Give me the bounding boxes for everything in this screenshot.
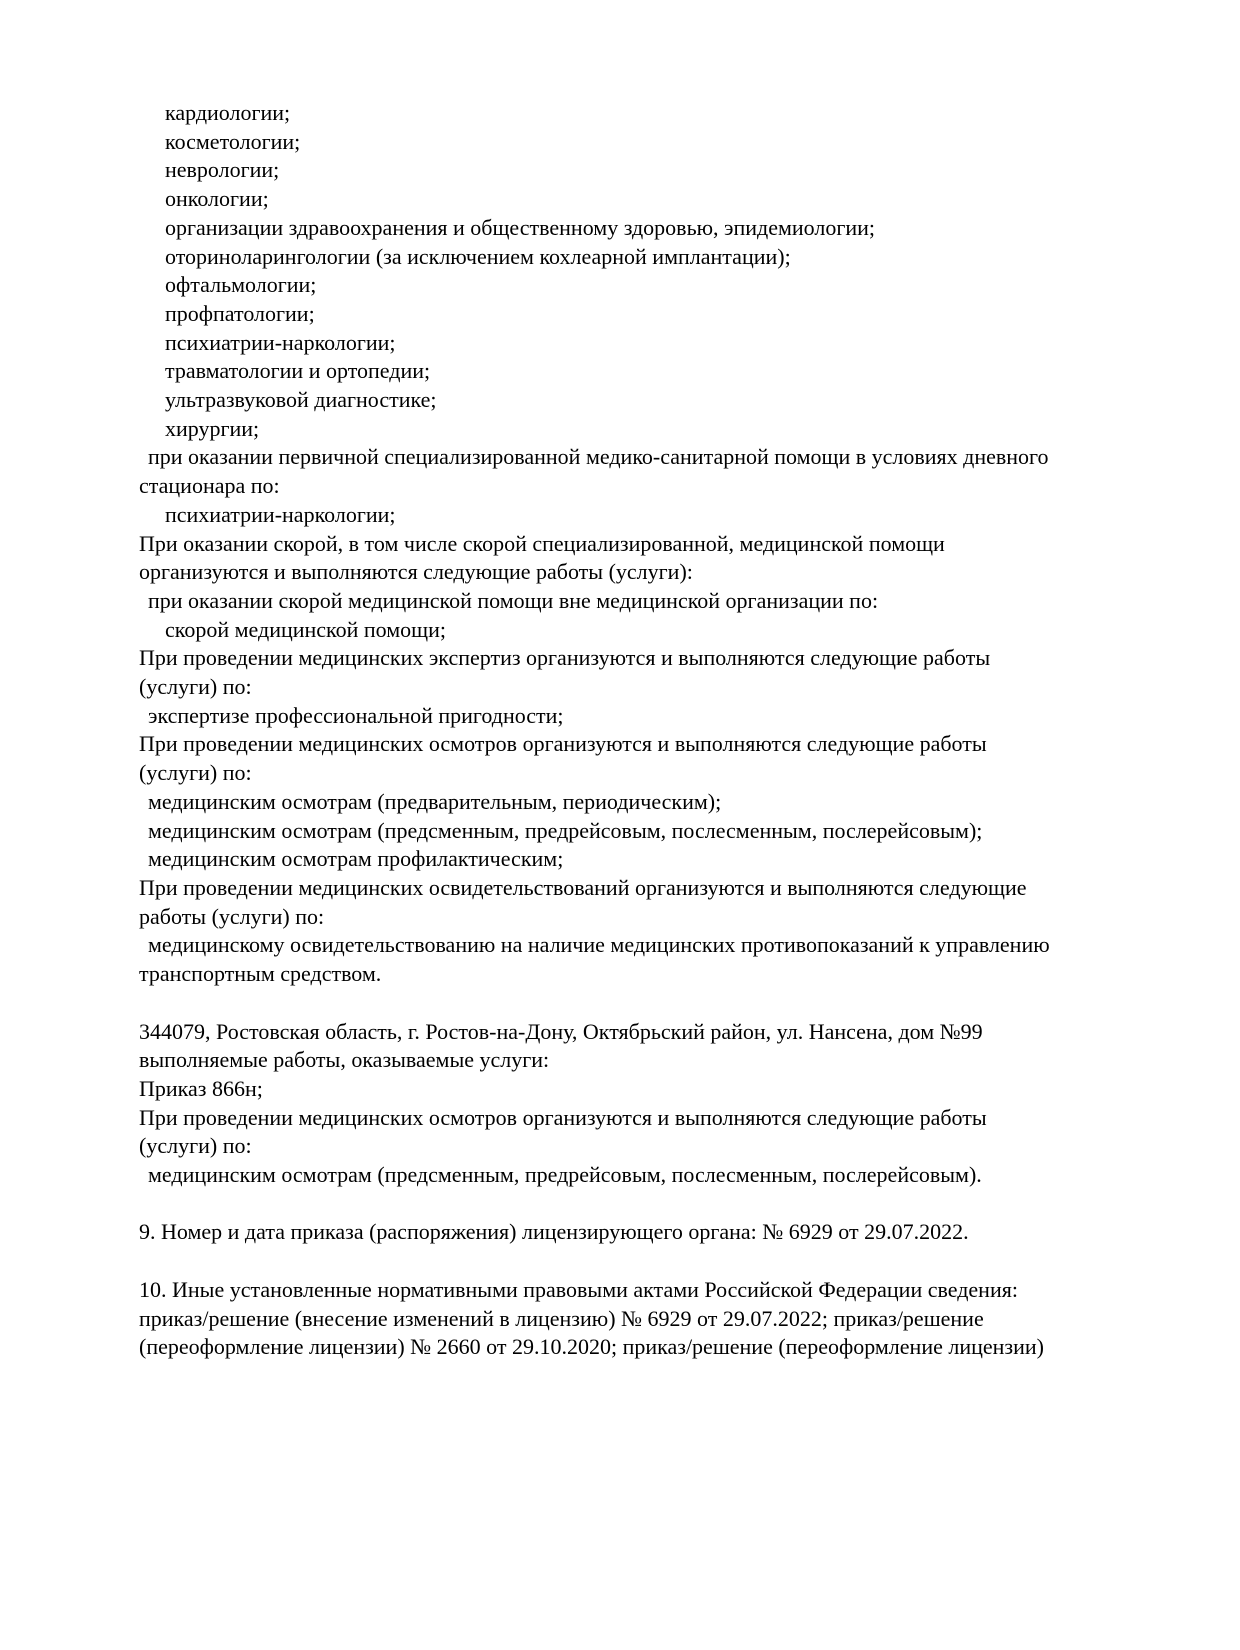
text-line: (переоформление лицензии) № 2660 от 29.10.2020; приказ/решение (переоформление лицензии) [139, 1334, 1044, 1360]
text-line [139, 1247, 1150, 1276]
text-line: при оказании скорой медицинской помощи вне медицинской организации по: [148, 587, 879, 613]
text-line: транспортным средством. [139, 961, 382, 987]
text-line: Приказ 866н; [139, 1075, 263, 1101]
text-line: медицинским осмотрам (предсменным, предрейсовым, послесменным, послерейсовым); [148, 817, 983, 843]
text-line: 344079, Ростовская область, г. Ростов-на-Дону, Октябрьский район, ул. Нансена, дом №99 [139, 1018, 983, 1044]
text-line: оториноларингологии (за исключением кохлеарной имплантации); [165, 243, 791, 269]
text-line: (услуги) по: [139, 1133, 252, 1159]
text-line: психиатрии-наркологии; [165, 501, 396, 527]
text-line: медицинским осмотрам (предварительным, периодическим); [148, 788, 722, 814]
text-line: (услуги) по: [139, 760, 252, 786]
text-line: косметологии; [165, 128, 301, 154]
document-body [139, 99, 1150, 1362]
text-line: выполняемые работы, оказываемые услуги: [139, 1047, 550, 1073]
text-line: При проведении медицинских осмотров организуются и выполняются следующие работы [139, 731, 987, 757]
text-line [139, 989, 1150, 1018]
text-line: работы (услуги) по: [139, 903, 325, 929]
text-line: экспертизе профессиональной пригодности; [148, 702, 564, 728]
text-line: неврологии; [165, 157, 280, 183]
text-line: онкологии; [165, 186, 269, 212]
text-line: медицинскому освидетельствованию на наличие медицинских противопоказаний к управлению [148, 932, 1050, 958]
text-line: офтальмологии; [165, 272, 317, 298]
text-line: стационара по: [139, 473, 280, 499]
text-line: хирургии; [165, 415, 260, 441]
text-line: При проведении медицинских экспертиз организуются и выполняются следующие работы [139, 645, 991, 671]
text-line: При проведении медицинских осмотров организуются и выполняются следующие работы [139, 1104, 987, 1130]
text-line: профпатологии; [165, 300, 315, 326]
text-line: 10. Иные установленные нормативными правовыми актами Российской Федерации сведения: [139, 1276, 1018, 1302]
text-line: при оказании первичной специализированной медико-санитарной помощи в условиях дневного [148, 444, 1049, 470]
text-line: скорой медицинской помощи; [165, 616, 447, 642]
text-line: медицинским осмотрам (предсменным, предрейсовым, послесменным, послерейсовым). [148, 1162, 982, 1188]
text-line: При проведении медицинских освидетельствований организуются и выполняются следующие [139, 874, 1027, 900]
text-line: При оказании скорой, в том числе скорой специализированной, медицинской помощи [139, 530, 945, 556]
text-line: приказ/решение (внесение изменений в лицензию) № 6929 от 29.07.2022; приказ/решение [139, 1305, 984, 1331]
text-line: 9. Номер и дата приказа (распоряжения) лицензирующего органа: № 6929 от 29.07.2022. [139, 1219, 969, 1245]
text-line [139, 1190, 1150, 1219]
text-line: психиатрии-наркологии; [165, 329, 396, 355]
text-line: организации здравоохранения и общественному здоровью, эпидемиологии; [165, 214, 876, 240]
text-line: организуются и выполняются следующие работы (услуги): [139, 559, 693, 585]
text-line: травматологии и ортопедии; [165, 358, 431, 384]
text-line: медицинским осмотрам профилактическим; [148, 846, 564, 872]
text-line: (услуги) по: [139, 674, 252, 700]
text-line: ультразвуковой диагностике; [165, 387, 437, 413]
text-line: кардиологии; [165, 100, 291, 125]
